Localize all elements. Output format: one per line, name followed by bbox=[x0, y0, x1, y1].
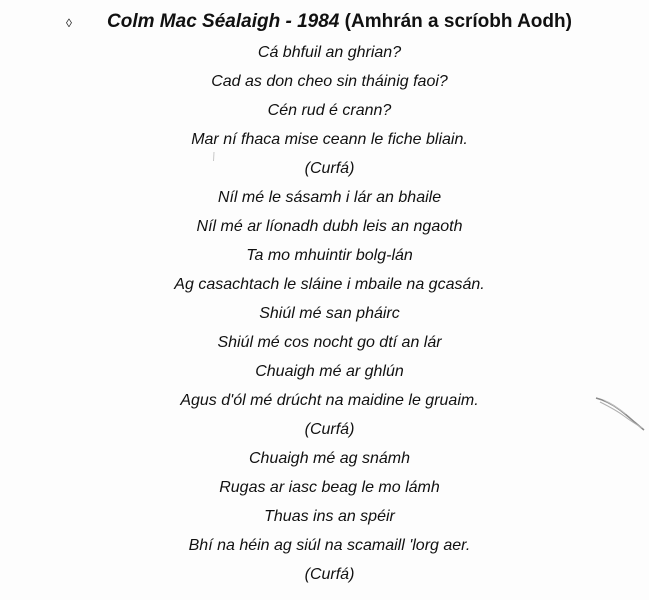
lyric-line: Ta mo mhuintir bolg-lán bbox=[246, 247, 413, 264]
diamond-bullet-icon: ◊ bbox=[66, 16, 72, 30]
lyric-line: (Curfá) bbox=[304, 421, 355, 438]
title-subtitle: (Amhrán a scríobh Aodh) bbox=[344, 11, 572, 32]
lyric-line: Cén rud é crann? bbox=[267, 102, 392, 119]
lyric-line: Agus d'ól mé drúcht na maidine le gruaim. bbox=[180, 392, 479, 409]
lyric-line: (Curfá) bbox=[304, 160, 355, 177]
lyric-line: Bhí na héin ag siúl na scamaill 'lorg aer. bbox=[188, 537, 471, 554]
scan-speck-mark bbox=[213, 152, 215, 161]
lyric-line: Níl mé ar líonadh dubh leis an ngaoth bbox=[196, 218, 463, 235]
lyric-line: Ag casachtach le sláine i mbaile na gcasán. bbox=[174, 276, 485, 293]
lyric-line: Cá bhfuil an ghrian? bbox=[257, 44, 402, 61]
lyric-line: Rugas ar iasc beag le mo lámh bbox=[219, 479, 440, 496]
lyric-line: Cad as don cheo sin tháinig faoi? bbox=[211, 73, 448, 90]
lyric-line: Shiúl mé san pháirc bbox=[259, 305, 400, 322]
lyric-line: Níl mé le sásamh i lár an bhaile bbox=[217, 189, 442, 206]
lyric-line: Thuas ins an spéir bbox=[264, 508, 395, 525]
lyric-line: Mar ní fhaca mise ceann le fiche bliain. bbox=[191, 131, 468, 148]
lyric-line: Chuaigh mé ag snámh bbox=[249, 450, 410, 467]
title-main: Colm Mac Séalaigh - 1984 bbox=[107, 11, 340, 32]
page-title bbox=[0, 10, 649, 34]
lyric-line: Chuaigh mé ar ghlún bbox=[255, 363, 404, 380]
lyric-line: (Curfá) bbox=[304, 566, 355, 583]
scan-smudge-mark bbox=[594, 394, 646, 434]
title-wrapper bbox=[107, 10, 572, 34]
lyrics-block bbox=[0, 38, 649, 589]
lyric-line: Shiúl mé cos nocht go dtí an lár bbox=[217, 334, 442, 351]
